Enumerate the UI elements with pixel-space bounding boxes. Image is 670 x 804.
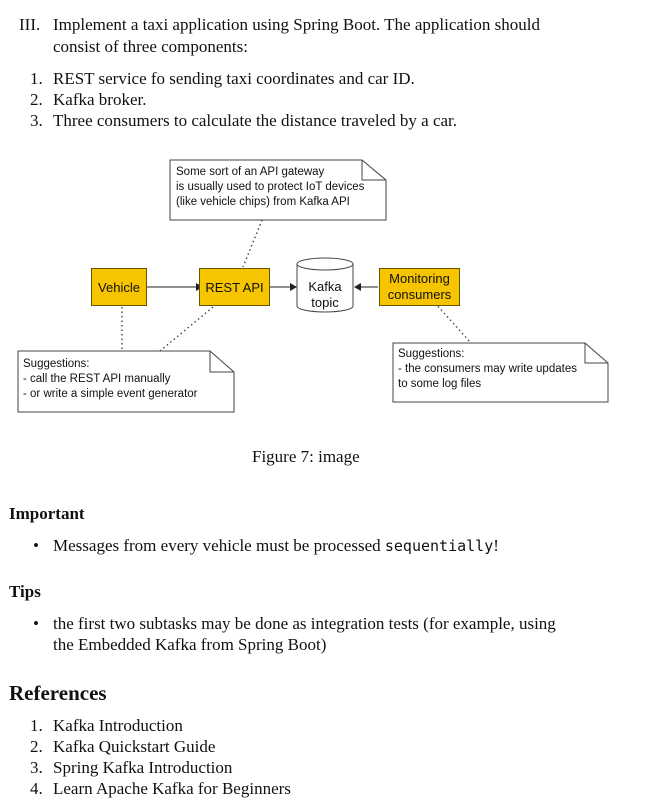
task-item-number: 1. [30,69,43,88]
vehicle-box [91,268,147,306]
note-line: to some log files [398,378,482,390]
rest-api-box [199,268,270,306]
task-number: III. [19,15,41,34]
reference-number: 4. [30,779,43,798]
kafka-label-line1: Kafka [308,279,342,294]
task-item-text: Kafka broker. [53,90,147,109]
dotted-link-monitoring [435,303,471,343]
note-line: is usually used to protect IoT devices [176,181,365,193]
bullet-icon: • [33,614,39,633]
note-line: - the consumers may write updates [398,363,577,375]
reference-link-kafka-introduction[interactable]: Kafka Introduction [53,716,183,735]
note-line: (like vehicle chips) from Kafka API [176,196,350,208]
dotted-link-top [243,220,262,267]
rest-api-label: REST API [205,279,264,295]
references-heading: References [9,681,107,705]
task-item-text: REST service fo sending taxi coordinates and car ID. [53,69,415,88]
important-bullet [53,535,499,557]
important-code: sequentially [384,537,494,555]
reference-number: 1. [30,716,43,735]
task-item-text: Three consumers to calculate the distance traveled by a car. [53,111,458,130]
note-consumer-suggestions [398,347,577,392]
vehicle-label: Vehicle [98,279,140,295]
figure-caption: Figure 7: image [252,447,360,466]
tips-heading: Tips [9,582,41,601]
bullet-icon: • [33,536,39,555]
important-heading: Important [9,504,85,523]
dotted-link-rest [160,307,213,351]
task-item-number: 3. [30,111,43,130]
arrowhead-rest-kafka [290,283,297,291]
important-text-end: ! [493,536,499,555]
note-vehicle-suggestions [23,357,198,402]
reference-number: 3. [30,758,43,777]
monitoring-consumers-box [379,268,460,306]
reference-link-spring-kafka[interactable]: Spring Kafka Introduction [53,758,233,777]
reference-link-kafka-quickstart[interactable]: Kafka Quickstart Guide [53,737,216,756]
note-line: - or write a simple event generator [23,388,198,400]
arrowhead-monitoring-kafka [354,283,361,291]
monitoring-label-line2: consumers [387,287,452,302]
important-text: Messages from every vehicle must be processed [53,536,385,555]
kafka-topic-label [297,279,353,311]
task-description-line2: consist of three components: [53,37,248,56]
note-line: Suggestions: [398,348,465,360]
kafka-label-line2: topic [311,295,339,310]
tips-line2: the Embedded Kafka from Spring Boot) [53,635,327,654]
kafka-cylinder-top [297,258,353,270]
note-api-gateway [176,165,364,210]
task-item-number: 2. [30,90,43,109]
task-description-line1: Implement a taxi application using Spring Boot. The application should [53,15,540,34]
reference-link-learn-kafka[interactable]: Learn Apache Kafka for Beginners [53,779,291,798]
note-line: Suggestions: [23,358,90,370]
note-line: Some sort of an API gateway [176,166,325,178]
note-line: - call the REST API manually [23,373,171,385]
architecture-diagram [0,150,670,420]
monitoring-label-line1: Monitoring [389,271,450,286]
tips-line1: the first two subtasks may be done as integration tests (for example, using [53,614,556,633]
reference-number: 2. [30,737,43,756]
